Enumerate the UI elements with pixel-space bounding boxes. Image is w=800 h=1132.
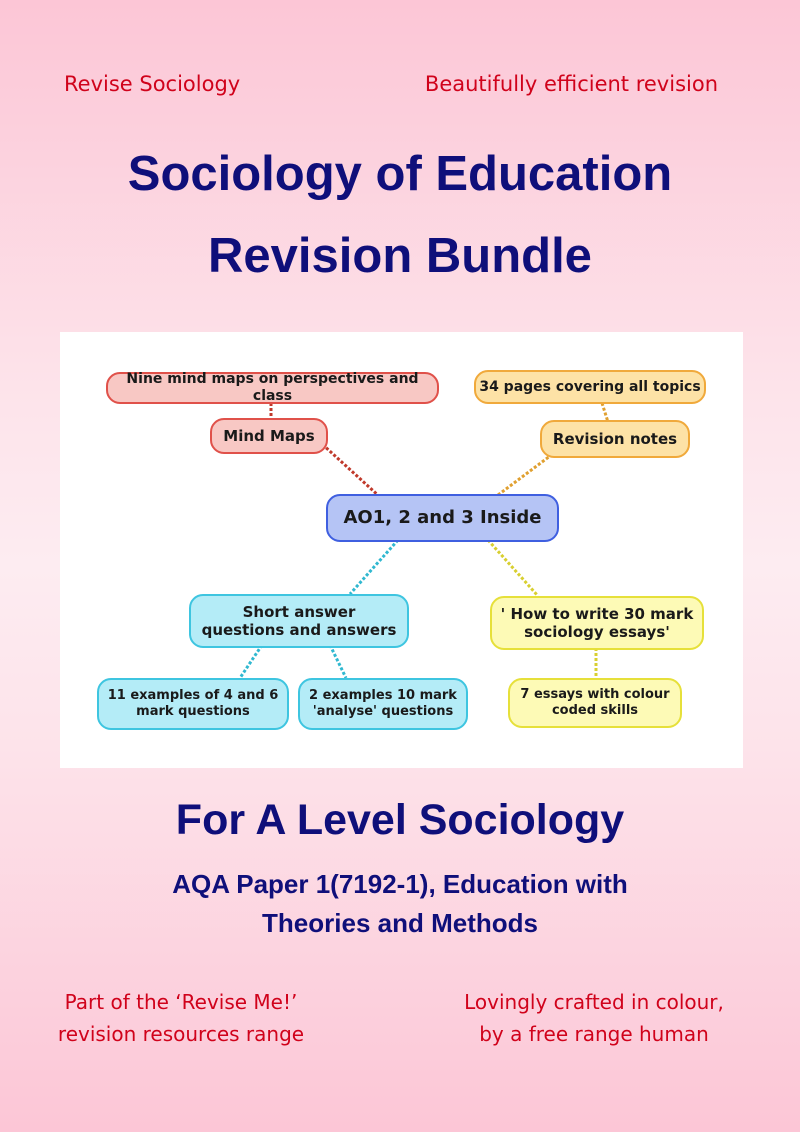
- paper-line-1: AQA Paper 1(7192-1), Education with: [172, 869, 628, 899]
- short-detail-1-line-2: mark questions: [136, 704, 250, 719]
- footer-right-line-1: Lovingly crafted in colour,: [464, 990, 724, 1014]
- short-detail-2-line-1: 2 examples 10 mark: [309, 688, 457, 704]
- short-detail-2-box: [298, 678, 468, 730]
- essays-detail-line-2: coded skills: [551, 703, 639, 718]
- short-detail-2-line-2: 'analyse' questions: [312, 704, 454, 719]
- essays-box: [490, 596, 704, 650]
- revision-notes-detail-text: 34 pages covering all topics: [479, 378, 701, 395]
- connector-center-essays: [488, 540, 538, 596]
- subtitle-main: For A Level Sociology: [175, 796, 625, 844]
- brand-name: Revise Sociology: [64, 72, 241, 96]
- essays-line-2: sociology essays': [524, 623, 670, 641]
- mind-map-diagram: [60, 332, 743, 768]
- footer-right: [448, 986, 740, 1050]
- mind-maps-detail-box: [106, 372, 439, 404]
- short-detail-1-box: [97, 678, 289, 730]
- revision-notes-text: Revision notes: [552, 430, 678, 448]
- connector-center-notes: [498, 456, 550, 495]
- footer-left: [46, 986, 316, 1050]
- mind-maps-detail-text: Nine mind maps on perspectives and class: [126, 371, 419, 404]
- mind-maps-box: [210, 418, 328, 454]
- tagline: Beautifully efficient revision: [424, 72, 718, 96]
- short-answer-line-2: questions and answers: [201, 621, 397, 639]
- revision-notes-detail-box: [474, 370, 706, 404]
- short-answer-box: [189, 594, 409, 648]
- footer-left-line-1: Part of the ‘Revise Me!’: [64, 990, 298, 1014]
- paper-line-2: Theories and Methods: [262, 908, 538, 938]
- revision-notes-box: [540, 420, 690, 458]
- connector-center-mindmaps: [322, 444, 380, 497]
- short-detail-1-line-1: 11 examples of 4 and 6: [107, 688, 279, 704]
- essays-detail-box: [508, 678, 682, 728]
- essays-detail-line-1: 7 essays with colour: [520, 687, 670, 703]
- footer-left-line-2: revision resources range: [57, 1022, 305, 1046]
- connector-short-detail2: [330, 645, 346, 678]
- short-answer-line-1: Short answer: [242, 603, 356, 621]
- title-line-2: Revision Bundle: [208, 229, 592, 283]
- title-line-1: Sociology of Education: [127, 147, 673, 201]
- mind-maps-text: Mind Maps: [223, 427, 315, 445]
- footer-right-line-2: by a free range human: [479, 1022, 709, 1046]
- connector-center-short: [350, 540, 398, 594]
- center-text: AO1, 2 and 3 Inside: [343, 507, 542, 529]
- center-box: [326, 494, 559, 542]
- essays-line-1: ' How to write 30 mark: [500, 605, 694, 623]
- connector-short-detail1: [240, 645, 262, 678]
